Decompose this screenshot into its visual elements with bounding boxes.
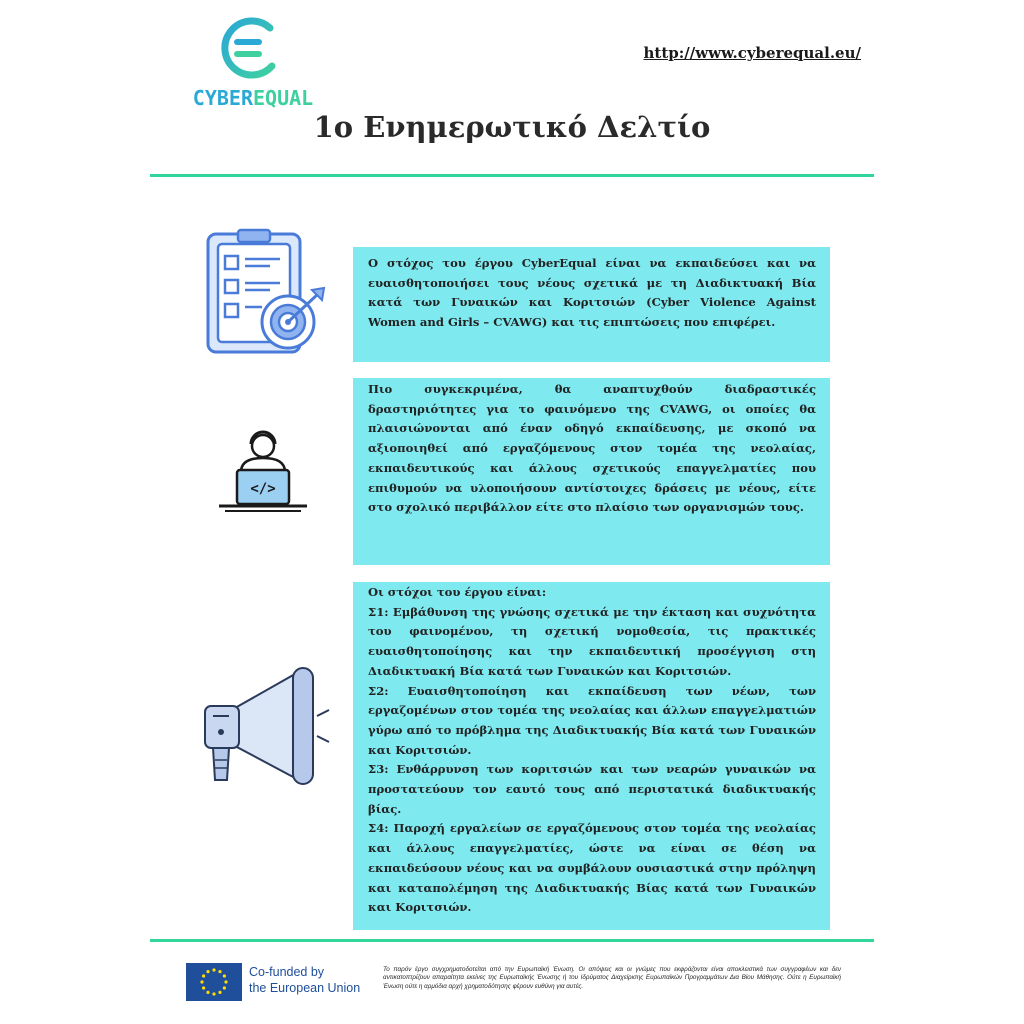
objective-1: Σ1: Εμβάθυνση της γνώσης σχετικά με την έκταση και συχνότητα του φαινομένου, τη σχετική νομοθεσία, τις πρακτικές ευαισθητοποίησης και την εκπαιδευτική προσέγγιση στη Διαδικτυακή Βία κατά των Γυναικών και Κοριτσιών. bbox=[368, 604, 816, 678]
cyberequal-logo bbox=[192, 14, 314, 120]
activities-panel bbox=[353, 378, 830, 565]
top-divider bbox=[150, 174, 874, 177]
megaphone-icon bbox=[195, 660, 335, 790]
intro-panel bbox=[353, 247, 830, 362]
activities-text: Πιο συγκεκριμένα, θα αναπτυχθούν διαδραστικές δραστηριότητες για το φαινόμενο της CVAWG, οι οποίες θα πλαισιώνονται από έναν οδηγό εκπαίδευσης, με σκοπό να αξιοποιηθεί από εργαζόμενους στον τομέα της νεολαίας, εκπαιδευτικούς και άλλους σχετικούς επαγγελματίες που επιθυμούν να υλοποιήσουν αντίστοιχες δράσεις με νέους, είτε στο σχολικό περιβάλλον είτε στο πλαίσιο των οργανισμών τους. bbox=[368, 382, 816, 515]
funding-disclaimer: Το παρόν έργο συγχρηματοδοτείται από την Ευρωπαϊκή Ένωση. Οι απόψεις και οι γνώμες που εκφράζονται είναι αποκλειστικά των συγγραφέων και δεν αντικατοπτρίζουν απαραίτητα εκείνες της Ευρωπαϊκής Ένωσης ή του Ιδρύματος Διαχείρισης Ευρωπαϊκών Προγραμμάτων Δια Βίου Μάθησης. Ούτε η Ευρωπαϊκή Ένωση ούτε η αρμόδια αρχή χρηματοδότησης φέρουν ευθύνη για αυτές. bbox=[383, 966, 841, 990]
page-title: 1ο Ενημερωτικό Δελτίο bbox=[313, 110, 711, 144]
objectives-panel bbox=[353, 582, 830, 930]
objective-3: Σ3: Ενθάρρυνση των κοριτσιών και των νεαρών γυναικών να προστατεύουν τον εαυτό τους από περιστατικά διαδικτυακής βίας. bbox=[368, 762, 816, 816]
website-link[interactable]: http://www.cyberequal.eu/ bbox=[643, 44, 861, 62]
objective-4: Σ4: Παροχή εργαλείων σε εργαζόμενους στον τομέα της νεολαίας και άλλους επαγγελματίες, ώστε να είναι σε θέση να εκπαιδεύσουν νέους και να συμβάλουν ουσιαστικά στην πρόληψη και καταπολέμηση της Διαδικτυακής Βίας κατά των Γυναικών και Κοριτσιών. bbox=[368, 821, 816, 915]
logo-text-cyber: CYBER bbox=[192, 86, 253, 110]
checklist-target-icon bbox=[200, 228, 332, 356]
svg-text:</>: </> bbox=[250, 481, 276, 497]
eu-line-2: the European Union bbox=[249, 980, 361, 995]
developer-laptop-icon bbox=[215, 430, 311, 514]
eu-cofunded-label bbox=[249, 965, 379, 996]
eu-flag-icon bbox=[186, 963, 242, 1001]
logo-text-equal: EQUAL bbox=[253, 86, 314, 110]
objective-2: Σ2: Ευαισθητοποίηση και εκπαίδευση των νέων, των εργαζομένων στον τομέα της νεολαίας και άλλων επαγγελματιών γύρω από το πρόβλημα της Διαδικτυακής Βία κατά των Γυναικών και Κοριτσιών. bbox=[368, 683, 816, 757]
bottom-divider bbox=[150, 939, 874, 942]
logo-wordmark bbox=[192, 86, 314, 110]
intro-text: Ο στόχος του έργου CyberEqual είναι να εκπαιδεύσει και να ευαισθητοποιήσει τους νέους σχετικά με τη Διαδικτυακή Βία κατά των Γυναικών και Κοριτσιών (Cyber Violence Against Women and Girls – CVAWG) και τις επιπτώσεις που επιφέρει. bbox=[368, 256, 816, 330]
objectives-heading: Οι στόχοι του έργου είναι: bbox=[368, 585, 547, 599]
logo-mark-icon bbox=[192, 14, 314, 86]
eu-line-1: Co-funded by bbox=[249, 965, 325, 979]
